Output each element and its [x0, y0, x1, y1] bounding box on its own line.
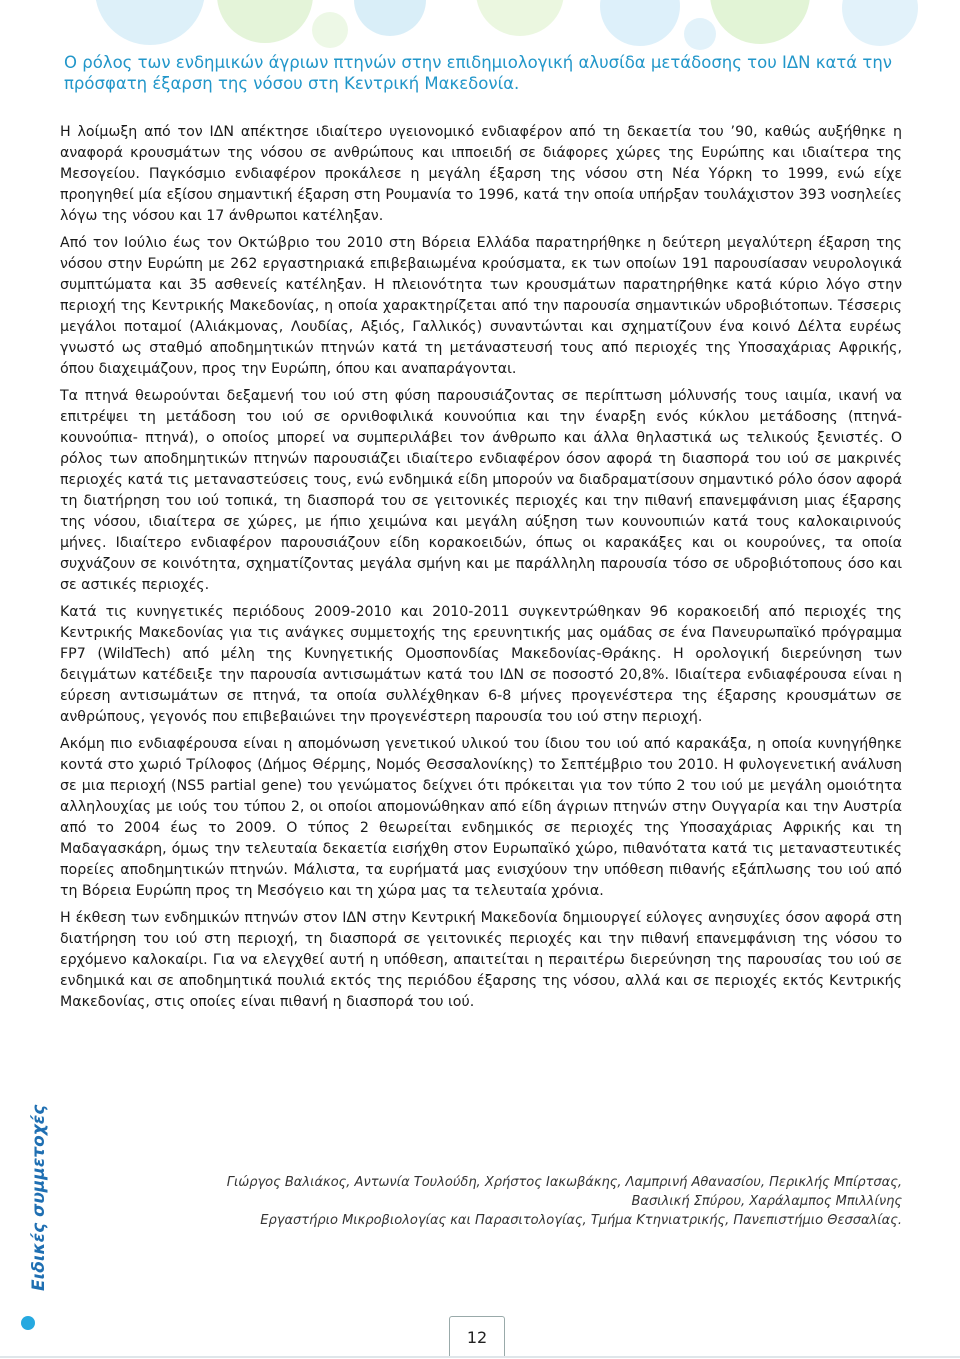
section-dot-icon	[21, 1316, 35, 1330]
section-label-text: Ειδικές συμμετοχές	[29, 1104, 49, 1291]
author-affiliation: Εργαστήριο Μικροβιολογίας και Παρασιτολογίας, Τμήμα Κτηνιατρικής, Πανεπιστήμιο Θεσσαλίας.	[260, 1213, 902, 1228]
article-body	[60, 122, 902, 1019]
paragraph: Κατά τις κυνηγετικές περιόδους 2009-2010 και 2010-2011 συγκεντρώθηκαν 96 κορακοειδή από περιοχές της Κεντρικής Μακεδονίας για τις ανάγκες συμμετοχής της ερευνητικής μας ομάδας σε ένα Πανευρωπαϊκό πρόγραμμα FP7 (WildTech) από μέλη της Κυνηγετικής Ομοσπονδίας Μακεδονίας-Θράκης. Η ορολογική διερεύνηση των δειγμάτων κατέδειξε την παρουσία αντισωμάτων κατά του ΙΔΝ σε ποσοστό 20,8%. Ιδιαίτερα ενδιαφέρουσα είναι η εύρεση αντισωμάτων σε πτηνά, τα οποία συλλέχθηκαν 6-8 μήνες προγενέστερα της έξαρσης κρουσμάτων σε ανθρώπους, γεγονός που επιβεβαιώνει την προγενέστερη παρουσία του ιού στην περιοχή.	[60, 604, 902, 725]
paragraph: Η λοίμωξη από τον ΙΔΝ απέκτησε ιδιαίτερο υγειονομικό ενδιαφέρον από τη δεκαετία του ’90, καθώς αυξήθηκε η αναφορά κρουσμάτων της νόσου σε ανθρώπους και ιπποειδή σε διάφορες χώρες της Ευρώπης και ιδιαίτερα της Μεσογείου. Παγκόσμιο ενδιαφέρον προκάλεσε η μεγάλη έξαρση της νόσου στη Νέα Υόρκη το 1999, ενώ είχε προηγηθεί μία εξίσου σημαντική έξαρση στη Ρουμανία το 1996, κατά την οποία υπήρξαν τουλάχιστον 393 νοσηλείες λόγω της νόσου και 17 άνθρωποι κατέληξαν.	[60, 124, 902, 224]
paragraph: Ακόμη πιο ενδιαφέρουσα είναι η απομόνωση γενετικού υλικού του ίδιου του ιού από καρακάξα, η οποία κυνηγήθηκε κοντά στο χωριό Τρίλοφος (Δήμος Θέρμης, Νομός Θεσσαλονίκης) το Σεπτέμβριο του 2010. Η φυλογενετική ανάλυση σε μια περιοχή (NS5 partial gene) του γενώματος δείχνει ότι πρόκειται για τον τύπο 2 του ιού με μεγάλη ομοιότητα αλληλουχίας με ιούς του τύπου 2, οι οποίοι απομονώθηκαν από είδη άγριων πτηνών στην Ουγγαρία και την Αυστρία από το 2004 έως το 2009. Ο τύπος 2 θεωρείται ενδημικός σε περιοχές της Υποσαχάριας Αφρικής και τη Μαδαγασκάρη, όμως την τελευταία δεκαετία εισήχθη στον Ευρωπαϊκό χώρο, πιθανότατα κατά τις μεταναστευτικές πορείες αποδημητικών πτηνών. Μάλιστα, τα ευρήματά μας ενισχύουν την υπόθεση πιθανής εξάπλωσης του ιού από τη Βόρεια Ευρώπη προς τη Μεσόγειο και τη χώρα μας τα τελευταία χρόνια.	[60, 736, 902, 899]
page-number: 12	[466, 1328, 488, 1347]
paragraph: Η έκθεση των ενδημικών πτηνών στον ΙΔΝ στην Κεντρική Μακεδονία δημιουργεί εύλογες ανησυχίες όσον αφορά στη διατήρηση του ιού στη περιοχή, τη διασπορά σε γειτονικές περιοχές και την πιθανή επανεμφάνιση της νόσου το ερχόμενο καλοκαίρι. Για να ελεγχθεί αυτή η υπόθεση, απαιτείται η περαιτέρω διερεύνηση της παρουσίας του ιού σε ενδημικά και σε αποδημητικά πουλιά εκτός της περιόδου έξαρσης της νόσου, αλλά και σε περιοχές εκτός Κεντρικής Μακεδονίας, στις οποίες είναι πιθανή η διασπορά του ιού.	[60, 910, 902, 1010]
paragraph: Από τον Ιούλιο έως τον Οκτώβριο του 2010 στη Βόρεια Ελλάδα παρατηρήθηκε η δεύτερη μεγαλύτερη έξαρση της νόσου στην Ευρώπη με 262 εργαστηριακά επιβεβαιωμένα κρούσματα, εκ των οποίων 191 παρουσίασαν νευρολογικά συμπτώματα και 35 ασθενείς κατέληξαν. Η πλειονότητα των κρουσμάτων παρατηρήθηκε κατά κύριο λόγο στην περιοχή της Κεντρικής Μακεδονίας, η οποία χαρακτηρίζεται από την παρουσία σημαντικών υδροβιότοπων. Τέσσερις μεγάλοι ποταμοί (Αλιάκμονας, Λουδίας, Αξιός, Γαλλικός) συναντώνται και σχηματίζουν ένα κοινό Δέλτα ευρέως γνωστό ως σταθμό αποδημητικών πτηνών κατά τη μετάναστευσή τους από περιοχές της Υποσαχάριας Αφρικής, όπου διαχειμάζουν, προς την Ευρώπη, όπου και αναπαράγονται.	[60, 235, 902, 377]
article-title: Ο ρόλος των ενδημικών άγριων πτηνών στην επιδημιολογική αλυσίδα μετάδοσης του ΙΔΝ κατά την πρόσφατη έξαρση της νόσου στη Κεντρική Μακεδονία.	[64, 53, 893, 93]
page-number-tab	[449, 1316, 505, 1358]
paragraph: Τα πτηνά θεωρούνται δεξαμενή του ιού στη φύση παρουσιάζοντας σε περίπτωση μόλυνσής τους ιαιμία, ικανή να επιτρέψει τη μετάδοση του ιού σε ορνιθοφιλικά κουνούπια και την έναρξη ενός κύκλου μετάδοσης (πτηνά- κουνούπια- πτηνά), ο οποίος μπορεί να συμπεριλάβει τον άνθρωπο και άλλα θηλαστικά ως τελικούς ξενιστές. Ο ρόλος των αποδημητικών πτηνών παρουσιάζει ιδιαίτερο ενδιαφέρον όσον αφορά τη διασπορά του ιού σε μακρινές περιοχές κατά τις μεταναστεύσεις τους, ενώ ενδημικά είδη μπορούν να διαδραματίσουν σημαντικό ρόλο όσον αφορά τη διατήρηση του ιού τοπικά, τη διασπορά του σε γειτονικές περιοχές και την πιθανή επανεμφάνιση μιας έξαρσης της νόσου, ιδιαίτερα σε χώρες, με ήπιο χειμώνα και μεγάλη αύξηση των κουνουπιών κατά τους καλοκαιρινούς μήνες. Ιδιαίτερο ενδιαφέρον παρουσιάζουν είδη κορακοειδών, όπως οι καρακάξες και οι κουρούνες, τα οποία συχνάζουν σε κοινότητα, σχηματίζοντας μεγάλα σμήνη και με παράλληλη παρουσία τόσο σε υδροβιότοπους όσο και σε αστικές περιοχές.	[60, 388, 902, 593]
section-label-vertical	[14, 1065, 49, 1301]
author-names-line-1: Γιώργος Βαλιάκος, Αντωνία Τουλούδη, Χρήστος Ιακωβάκης, Λαμπρινή Αθανασίου, Περικλής Μπίρτσας,	[226, 1175, 902, 1190]
author-credits	[60, 1173, 902, 1230]
author-names-line-2: Βασιλική Σπύρου, Χαράλαμπος Μπιλλίνης	[631, 1194, 902, 1209]
